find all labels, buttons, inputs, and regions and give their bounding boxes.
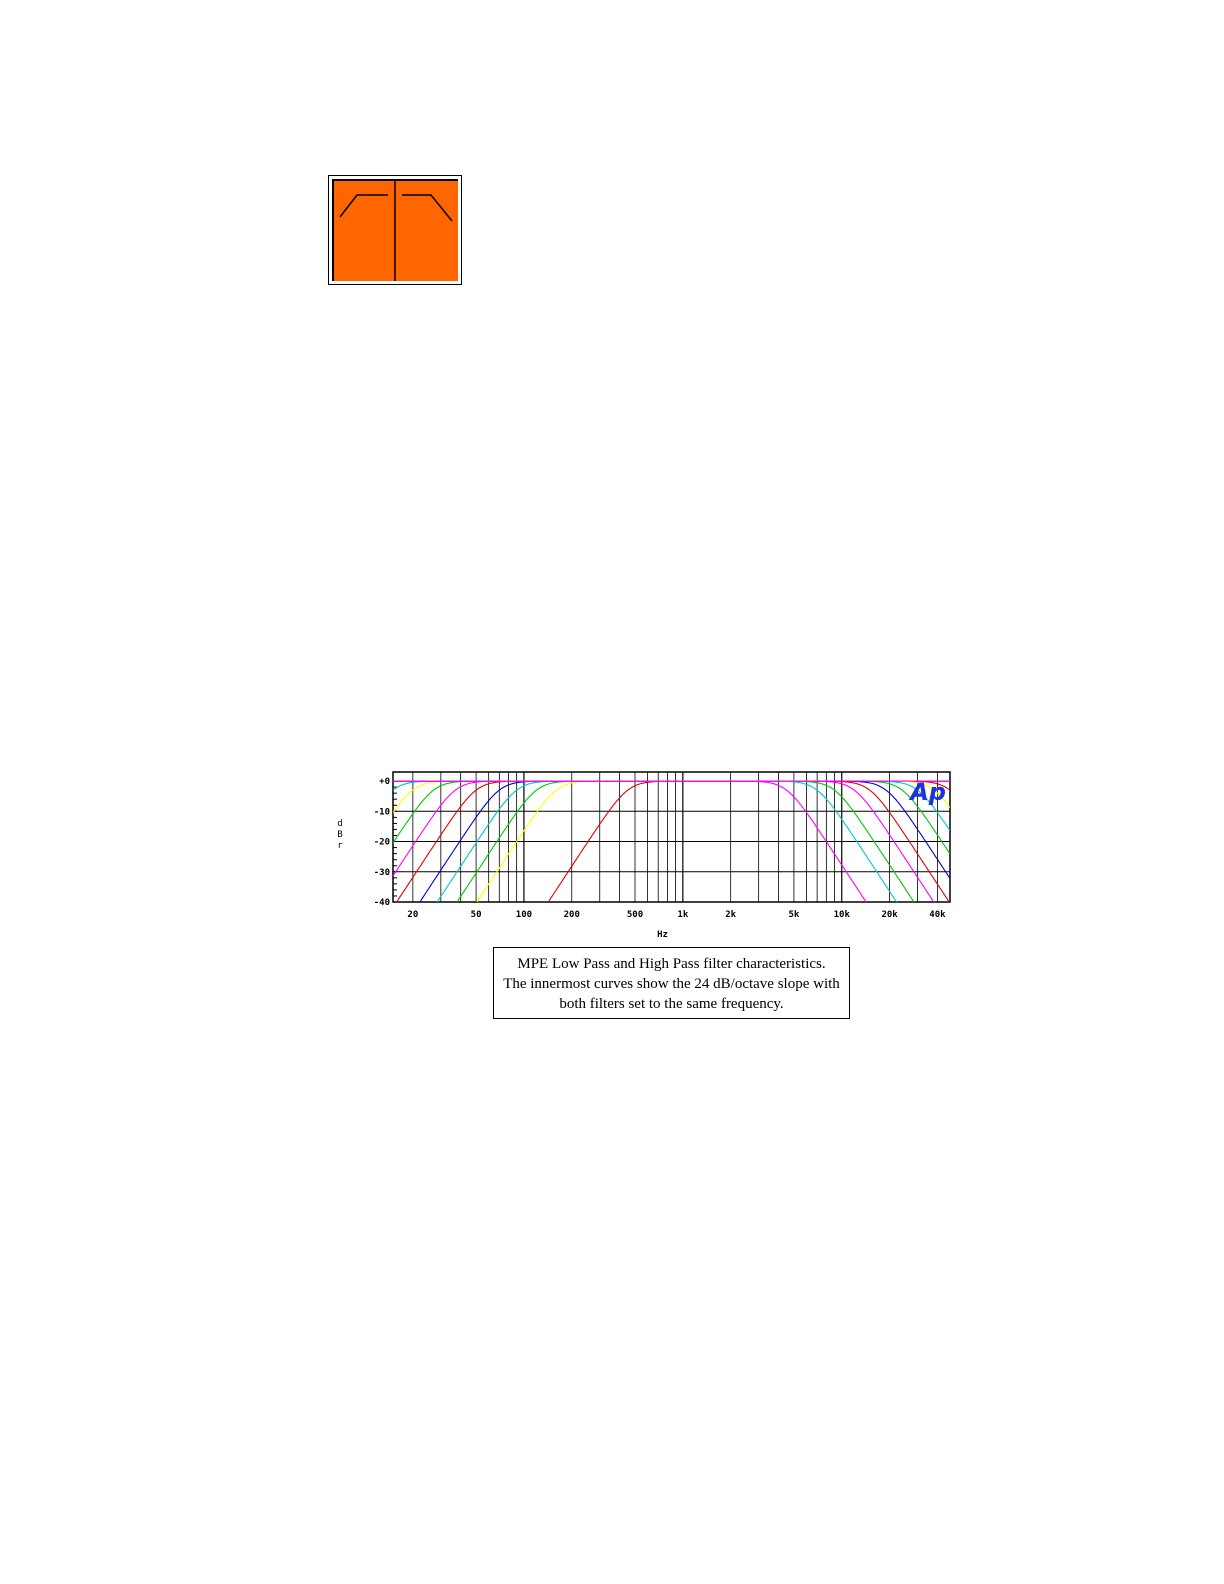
- x-tick-label: 5k: [788, 910, 800, 920]
- y-tick-label: -20: [373, 837, 390, 848]
- plot-area: [393, 772, 950, 902]
- x-tick-label: 20k: [881, 910, 898, 920]
- y-tick-label: +0: [379, 777, 390, 788]
- x-tick-label: 100: [515, 910, 533, 920]
- chart-svg: [330, 768, 960, 943]
- y-axis-label-char: B: [337, 830, 343, 840]
- figure-caption: [493, 947, 850, 1019]
- y-tick-label: -10: [373, 807, 390, 818]
- x-tick-label: 40k: [929, 910, 946, 920]
- y-axis-label-char: r: [337, 841, 343, 851]
- low-pass-high-pass-filter-icon: [332, 179, 458, 281]
- y-tick-label: -40: [373, 898, 390, 908]
- caption-line-2: The innermost curves show the 24 dB/octave slope with: [503, 976, 840, 992]
- icon-fill: [334, 181, 458, 281]
- filter-icon-frame: [328, 175, 462, 285]
- x-tick-label: 10k: [833, 910, 850, 920]
- x-tick-label: 1k: [677, 910, 689, 920]
- x-tick-label: 200: [563, 910, 580, 920]
- x-tick-label: 2k: [725, 910, 737, 920]
- caption-line-3: both filters set to the same frequency.: [559, 996, 784, 1012]
- y-axis-label-char: d: [337, 819, 343, 829]
- x-tick-label: 20: [407, 910, 419, 920]
- x-axis-label: Hz: [657, 930, 668, 940]
- ap-logo: Ap: [910, 778, 946, 806]
- y-tick-label: -30: [373, 867, 390, 878]
- x-tick-label: 500: [626, 910, 644, 920]
- caption-line-1: MPE Low Pass and High Pass filter characteristics.: [517, 956, 826, 972]
- filter-response-chart: [330, 768, 960, 943]
- x-tick-label: 50: [470, 910, 482, 920]
